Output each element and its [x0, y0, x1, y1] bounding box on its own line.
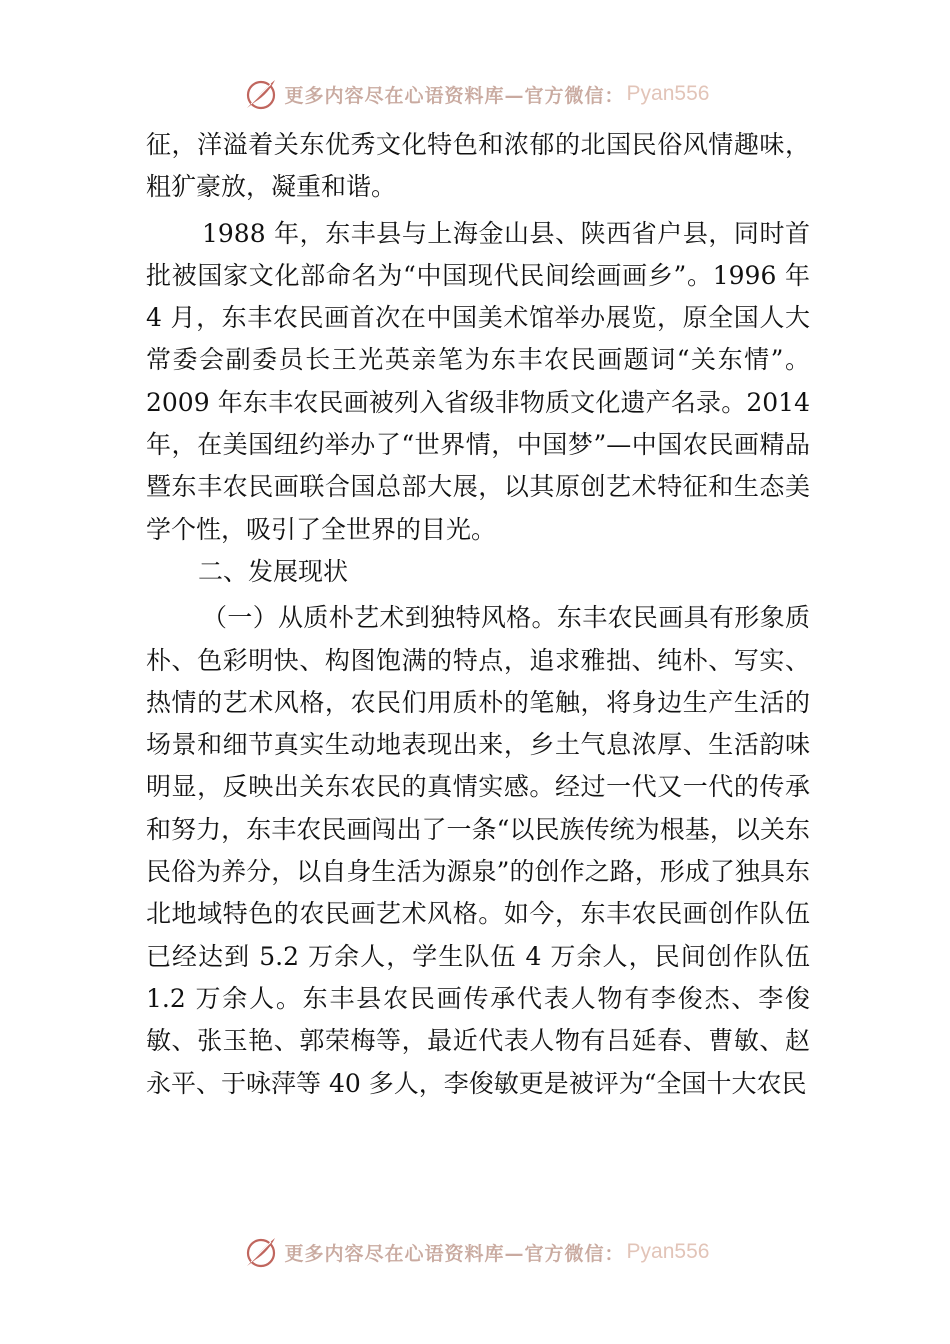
paragraph-history: 1988 年，东丰县与上海金山县、陕西省户县，同时首批被国家文化部命名为“中国现代民间绘画画乡”。1996 年 4 月，东丰农民画首次在中国美术馆举办展览，原全国人大常委会副委员长王光英亲笔为东丰农民画题词“关东情”。2009 年东丰农民画被列入省级非物质文化遗产名录。2014 年，在美国纽约举办了“世界情，中国梦”—中国农民画精品暨东丰农民画联合国总部大展，以其原创艺术特征和生态美学个性，吸引了全世界的目光。: [146, 218, 810, 544]
paragraph-status: （一）从质朴艺术到独特风格。东丰农民画具有形象质朴、色彩明快、构图饱满的特点，追求雅拙、纯朴、写实、热情的艺术风格，农民们用质朴的笔触，将身边生产生活的场景和细节真实生动地表现出来，乡土气息浓厚、生活韵味明显，反映出关东农民的真情实感。经过一代又一代的传承和努力，东丰农民画闯出了一条“以民族传统为根基，以关东民俗为养分，以自身生活为源泉”的创作之路，形成了独具东北地域特色的农民画艺术风格。如今，东丰农民画创作队伍已经达到 5.2 万余人，学生队伍 4 万余人，民间创作队伍 1.2 万余人。东丰县农民画传承代表人物有李俊杰、李俊敏、张玉艳、郭荣梅等，最近代表人物有吕延春、曹敏、赵永平、于咏萍等 40 多人，李俊敏更是被评为“全国十大农民: [146, 603, 810, 1098]
document-body: [146, 124, 810, 1105]
watermark-wechat-id: Pyan556: [626, 82, 710, 105]
watermark-text: 更多内容尽在心语资料库—官方微信：: [284, 84, 625, 107]
watermark-text: 更多内容尽在心语资料库—官方微信：: [284, 1242, 625, 1265]
section-heading: 二、发展现状: [198, 556, 349, 586]
watermark-wechat-id: Pyan556: [626, 1240, 710, 1263]
footer-watermark: [0, 1230, 950, 1274]
feather-logo-icon: [241, 1232, 281, 1272]
feather-logo-icon: [241, 74, 281, 114]
header-watermark: [0, 72, 950, 116]
paragraph-continuation: 征，洋溢着关东优秀文化特色和浓郁的北国民俗风情趣味，粗犷豪放，凝重和谐。: [146, 130, 810, 202]
